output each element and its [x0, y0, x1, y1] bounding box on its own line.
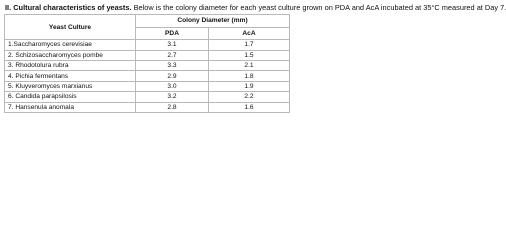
yeast-culture-header: Yeast Culture	[5, 15, 136, 40]
yeast-name-cell: 2. Schizosaccharomyces pombe	[5, 50, 136, 60]
aca-value-cell: 2.2	[209, 92, 290, 102]
pda-header: PDA	[136, 27, 209, 40]
pda-value-cell: 2.9	[136, 71, 209, 81]
aca-value-cell: 1.8	[209, 71, 290, 81]
caption-text: Below is the colony diameter for each yeast culture grown on PDA and AcA incubated at 35°C measured at Day 7.	[133, 3, 506, 12]
aca-value-cell: 2.1	[209, 60, 290, 70]
pda-value-cell: 3.2	[136, 92, 209, 102]
aca-header: AcA	[209, 27, 290, 40]
yeast-name-cell: 6. Candida parapsilosis	[5, 92, 136, 102]
colony-diameter-table	[4, 14, 290, 113]
yeast-name-cell: 3. Rhodotolura rubra	[5, 60, 136, 70]
yeast-name-cell: 4. Pichia fermentans	[5, 71, 136, 81]
aca-value-cell: 1.6	[209, 102, 290, 112]
aca-value-cell: 1.9	[209, 81, 290, 91]
yeast-name-cell: 5. Kluyveromyces marxianus	[5, 81, 136, 91]
pda-value-cell: 3.1	[136, 40, 209, 50]
yeast-name-cell: 7. Hansenula anomala	[5, 102, 136, 112]
table-row	[5, 50, 290, 60]
pda-value-cell: 2.7	[136, 50, 209, 60]
pda-value-cell: 2.8	[136, 102, 209, 112]
table-row	[5, 102, 290, 112]
caption	[5, 3, 506, 12]
colony-diameter-header: Colony Diameter (mm)	[136, 15, 290, 28]
section-heading: II. Cultural characteristics of yeasts.	[5, 3, 132, 12]
table-row	[5, 40, 290, 50]
table-row	[5, 81, 290, 91]
pda-value-cell: 3.0	[136, 81, 209, 91]
aca-value-cell: 1.7	[209, 40, 290, 50]
table-row	[5, 92, 290, 102]
table-row	[5, 71, 290, 81]
aca-value-cell: 1.5	[209, 50, 290, 60]
document-page	[0, 0, 506, 117]
yeast-name-cell: 1.Saccharomyces cerevisiae	[5, 40, 136, 50]
table-row	[5, 60, 290, 70]
pda-value-cell: 3.3	[136, 60, 209, 70]
